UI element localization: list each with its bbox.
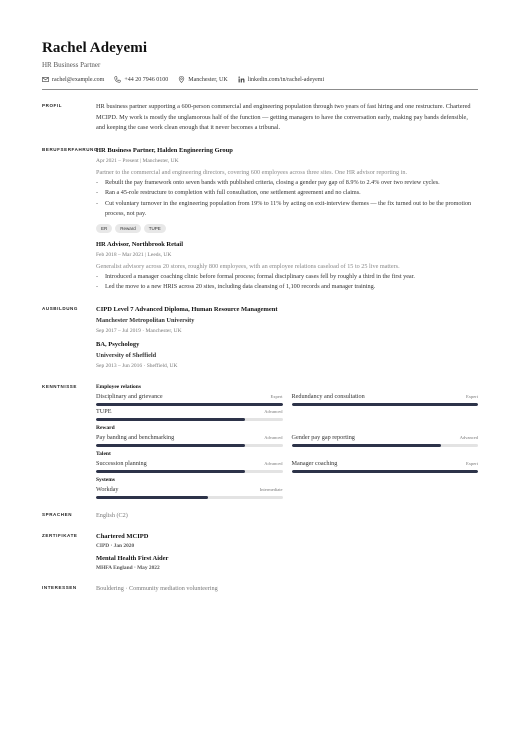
skill-item xyxy=(96,407,283,421)
skill-name: Workday xyxy=(96,485,119,493)
skill-name: Redundancy and consultation xyxy=(291,392,365,400)
job-bullets xyxy=(96,272,478,293)
skill-bar-fill xyxy=(96,470,245,473)
job-meta: Feb 2018 – Mar 2021 | Leeds, UK xyxy=(96,251,172,258)
skill-name: Gender pay gap reporting xyxy=(291,433,355,441)
certificate-entry xyxy=(96,554,478,572)
job-title: HR Business Partner, Halden Engineering Group xyxy=(96,146,233,154)
job-entry xyxy=(96,240,478,293)
section-label-languages: SPRACHEN xyxy=(42,511,73,517)
skill-item xyxy=(96,485,283,499)
section-label-interests: INTERESSEN xyxy=(42,584,77,590)
certificate-name: Chartered MCIPD xyxy=(96,532,149,540)
job-bullet: - Rebuilt the pay framework onto seven bands with published criteria, closing a gender pay gap of 8.9% to 2.4% over two review cycles. xyxy=(96,178,478,189)
skill-level: Intermediate xyxy=(259,486,283,492)
skill-item xyxy=(96,433,283,447)
job-meta: Apr 2021 – Present | Manchester, UK xyxy=(96,157,179,164)
skill-item xyxy=(292,459,479,473)
skill-name: TUPE xyxy=(96,407,112,415)
languages-section xyxy=(42,511,478,520)
skill-bar-fill xyxy=(96,444,245,447)
education-entry xyxy=(96,340,478,371)
section-label-certificates: ZERTIFIKATE xyxy=(42,532,78,538)
tag-badge: ER xyxy=(96,224,112,233)
job-bullet: - Ran a 45-role restructure to completion with full consultation, one settlement agreement and no claims. xyxy=(96,188,478,199)
job-bullets xyxy=(96,178,478,220)
experience-section xyxy=(42,146,478,293)
skill-group-title: Systems xyxy=(96,476,115,483)
job-bullet: - Introduced a manager coaching clinic before formal process; formal disciplinary cases fell by roughly a third in the first year. xyxy=(96,272,478,283)
section-label-profile: PROFIL xyxy=(42,103,63,108)
contact-phone[interactable] xyxy=(114,76,168,83)
skill-group-title: Talent xyxy=(96,450,111,457)
candidate-title: HR Business Partner xyxy=(42,61,101,69)
contact-location xyxy=(178,76,227,83)
tag-badge: Reward xyxy=(115,224,141,233)
phone-text: +44 20 7946 0100 xyxy=(124,76,169,83)
skill-level: Advanced xyxy=(264,434,283,440)
job-tags xyxy=(96,224,478,233)
skill-group-title: Reward xyxy=(96,424,115,431)
job-bullet: - Cut voluntary turnover in the engineering population from 19% to 11% by acting on exit-interview themes — the fix turned out to be the promotion process, not pay. xyxy=(96,199,478,220)
skill-bar-fill xyxy=(96,403,283,406)
location-text: Manchester, UK xyxy=(188,76,228,83)
skill-name: Disciplinary and grievance xyxy=(96,392,163,400)
job-title: HR Advisor, Northbrook Retail xyxy=(96,240,184,248)
skill-bar xyxy=(96,496,283,499)
certificate-entry xyxy=(96,532,478,550)
certificate-name: Mental Health First Aider xyxy=(96,554,169,562)
profile-text: HR business partner supporting a 600-person commercial and engineering population through two years of fast hiring and one restructure. Chartered MCIPD. My work is mostly the unglamorous half of the function — getting managers to have the conversation early, making pay bands defensible, and keeping the case work clean enough that it never becomes a tribunal. xyxy=(96,103,471,131)
skill-item xyxy=(96,459,283,473)
institution-name: University of Sheffield xyxy=(96,351,157,359)
job-summary: Partner to the commercial and engineering directors, covering 600 employees across three sites. One HR advisor reporting in. xyxy=(96,168,407,176)
skill-bar-fill xyxy=(96,496,208,499)
skill-name: Manager coaching xyxy=(291,459,338,467)
job-bullet: - Led the move to a new HRIS across 20 sites, including data cleansing of 1,100 records and manager training. xyxy=(96,282,478,293)
skill-item xyxy=(96,392,283,406)
contact-email[interactable] xyxy=(42,76,104,83)
skill-level: Expert xyxy=(270,393,283,399)
education-section xyxy=(42,305,478,371)
institution-name: Manchester Metropolitan University xyxy=(96,316,195,324)
skill-level: Advanced xyxy=(264,408,283,414)
skill-bar xyxy=(96,470,283,473)
skill-bar-fill xyxy=(292,470,479,473)
languages-text: English (C2) xyxy=(96,511,128,519)
envelope-icon xyxy=(42,76,49,83)
skill-bar xyxy=(96,444,283,447)
certificate-issuer: MHFA England · May 2022 xyxy=(96,564,160,571)
header-divider xyxy=(42,89,478,90)
skill-grid xyxy=(96,484,478,499)
skill-item xyxy=(292,392,479,406)
section-label-experience: BERUFSERFAHRUNG xyxy=(42,146,99,152)
skill-level: Advanced xyxy=(459,434,478,440)
skill-name: Succession planning xyxy=(96,459,147,467)
skill-level: Expert xyxy=(466,460,478,466)
skill-group-title: Employee relations xyxy=(96,383,141,390)
contact-row xyxy=(42,76,478,83)
location-pin-icon xyxy=(178,76,185,83)
contact-linkedin[interactable] xyxy=(238,76,324,83)
phone-icon xyxy=(114,76,121,83)
profile-section xyxy=(42,102,478,134)
skill-grid xyxy=(96,432,478,447)
skill-item xyxy=(292,433,479,447)
skill-bar xyxy=(292,403,479,406)
job-summary: Generalist advisory across 20 stores, roughly 800 employees, with an employee relations caseload of 15 to 25 live matters. xyxy=(96,262,400,270)
skills-section xyxy=(42,383,478,499)
skill-bar xyxy=(96,418,283,421)
skill-level: Expert xyxy=(466,393,478,399)
skill-bar-fill xyxy=(292,444,441,447)
candidate-name: Rachel Adeyemi xyxy=(42,40,148,56)
education-meta: Sep 2013 – Jun 2016 · Sheffield, UK xyxy=(96,362,178,369)
education-meta: Sep 2017 – Jul 2019 · Manchester, UK xyxy=(96,327,182,334)
skill-bar xyxy=(292,470,479,473)
section-label-skills: KENNTNISSE xyxy=(42,383,78,389)
resume-header xyxy=(42,40,478,90)
skill-name: Pay banding and benchmarking xyxy=(96,433,175,441)
skill-grid xyxy=(96,458,478,473)
certificates-section xyxy=(42,532,478,572)
interests-section xyxy=(42,584,478,593)
skill-level: Advanced xyxy=(264,460,283,466)
education-entry xyxy=(96,305,478,336)
skill-bar-fill xyxy=(96,418,245,421)
linkedin-text: linkedin.com/in/rachel-adeyemi xyxy=(247,76,325,83)
interests-text: Bouldering · Community mediation volunteering xyxy=(96,584,218,592)
skill-bar xyxy=(292,444,479,447)
degree-title: BA, Psychology xyxy=(96,340,140,348)
job-entry xyxy=(96,146,478,233)
tag-badge: TUPE xyxy=(144,224,166,233)
linkedin-icon xyxy=(238,76,245,83)
skill-bar-fill xyxy=(292,403,479,406)
degree-title: CIPD Level 7 Advanced Diploma, Human Resource Management xyxy=(96,305,278,313)
section-label-education: AUSBILDUNG xyxy=(42,305,78,311)
email-text: rachel@example.com xyxy=(52,76,105,83)
skill-bar xyxy=(96,403,283,406)
skill-grid xyxy=(96,391,478,421)
certificate-issuer: CIPD · Jan 2020 xyxy=(96,542,135,549)
